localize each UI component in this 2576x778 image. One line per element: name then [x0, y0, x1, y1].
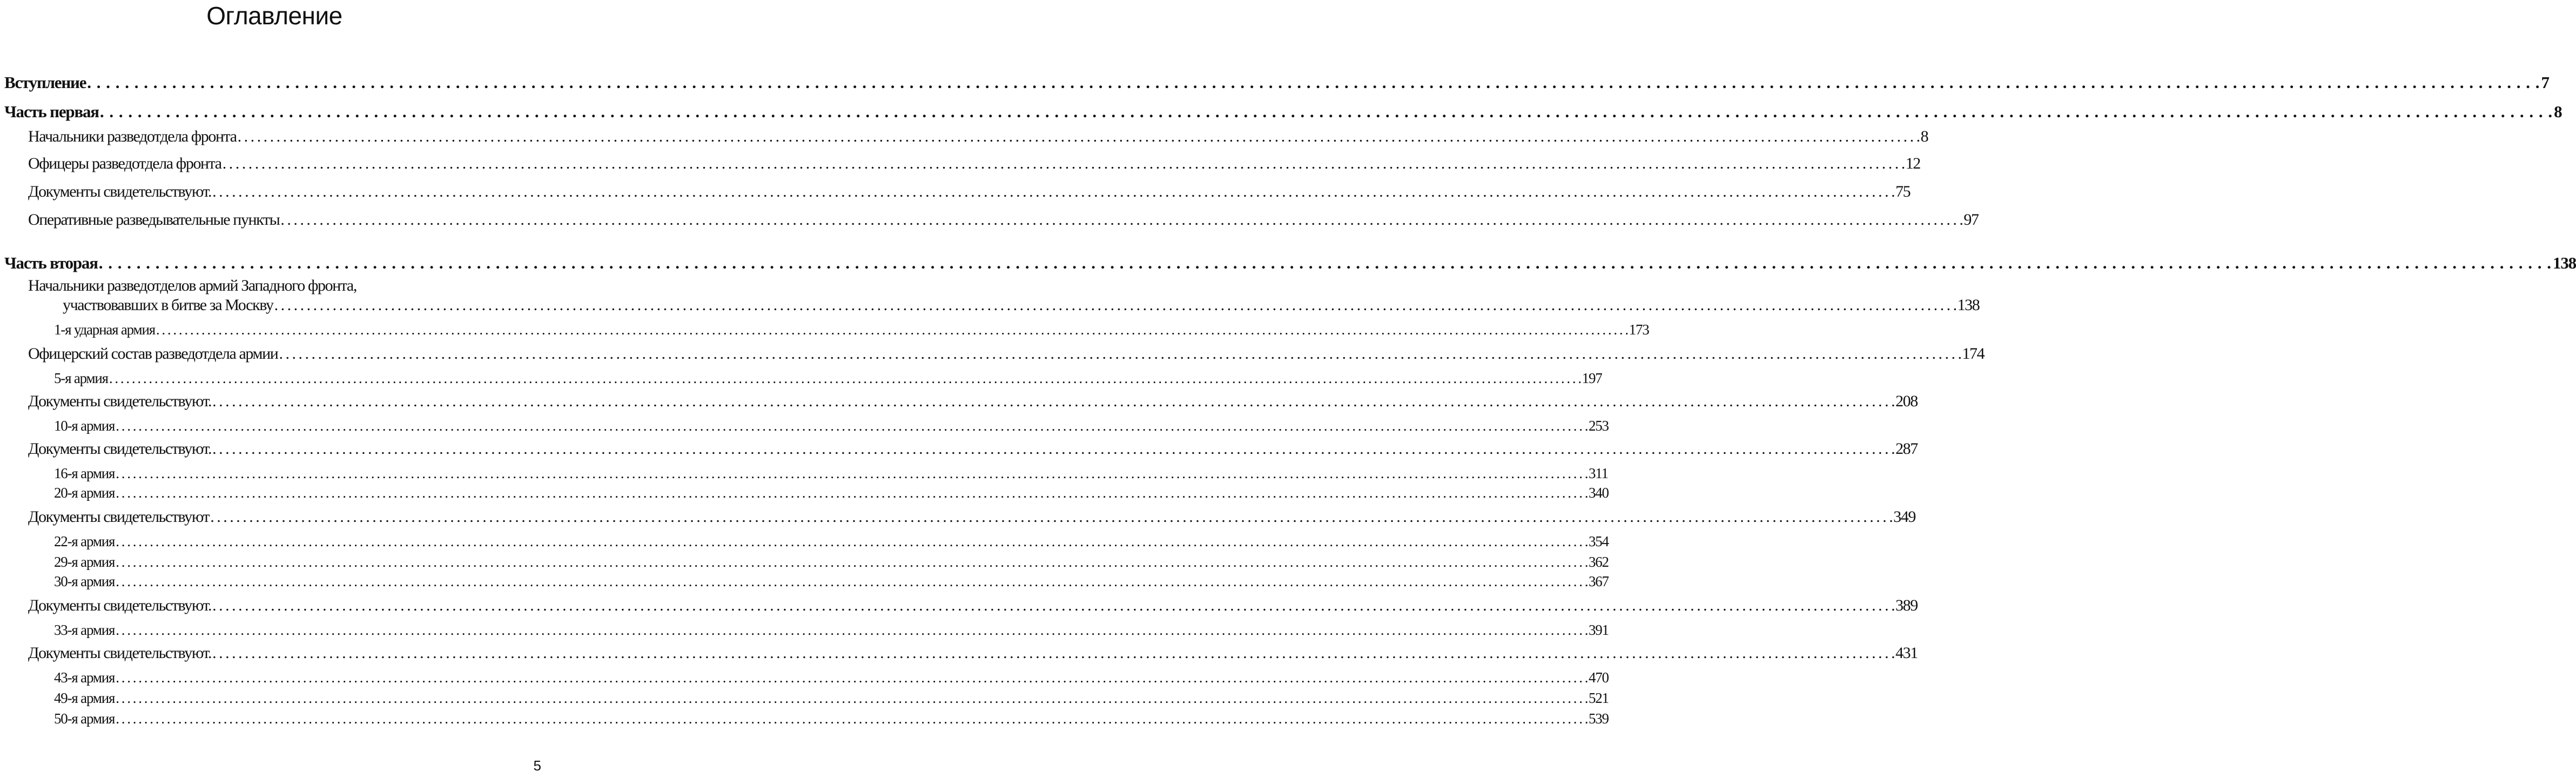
- leader-dots: [116, 466, 1588, 482]
- toc-entry[interactable]: [0, 508, 1916, 526]
- toc-entry-label: Оперативные разведывательные пункты: [28, 211, 280, 229]
- toc-entry-page: 349: [1893, 508, 1916, 526]
- toc-entry-label: Документы свидетельствуют.: [28, 392, 212, 410]
- toc-entry-label: Вступление: [4, 73, 86, 92]
- toc-entry-page: 173: [1629, 321, 1649, 338]
- leader-dots: [274, 296, 1956, 314]
- toc-subentry[interactable]: [0, 418, 1609, 434]
- toc-subentry[interactable]: [0, 533, 1609, 550]
- toc-entry-page: 8: [1920, 128, 1928, 145]
- toc-subentry[interactable]: [0, 622, 1609, 639]
- toc-entry-label: Часть первая: [4, 102, 99, 121]
- toc-entry-page: 7: [2541, 73, 2549, 92]
- toc-subentry[interactable]: [0, 321, 1649, 338]
- toc-entry[interactable]: [0, 128, 1928, 145]
- leader-dots: [116, 554, 1588, 571]
- toc-entry-page: 174: [1962, 345, 1985, 363]
- toc-entry-label-first-line: Начальники разведотделов армий Западного фронта,: [28, 277, 357, 294]
- toc-entry-label: 49-я армия: [54, 690, 115, 706]
- leader-dots: [210, 508, 1892, 526]
- toc-entry-page: 197: [1582, 370, 1602, 386]
- toc-entry-label: Офицерский состав разведотдела армии: [28, 345, 278, 363]
- toc-entry[interactable]: [0, 440, 1918, 458]
- toc-entry-label: 5-я армия: [54, 370, 108, 386]
- toc-entry-label: Офицеры разведотдела фронта: [28, 155, 221, 172]
- toc-entry-page: 12: [1905, 155, 1920, 172]
- toc-entry-page: 8: [2554, 102, 2562, 121]
- toc-subentry[interactable]: [0, 370, 1602, 387]
- toc-entry-label: Документы свидетельствуют.: [28, 596, 212, 614]
- leader-dots: [116, 670, 1588, 686]
- toc-entry[interactable]: [0, 211, 1979, 229]
- toc-entry[interactable]: [0, 296, 1980, 314]
- toc-entry[interactable]: [0, 392, 1918, 410]
- page-number: 5: [533, 757, 541, 774]
- toc-entry-label: 20-я армия: [54, 485, 115, 501]
- toc-subentry[interactable]: [0, 573, 1609, 590]
- leader-dots: [156, 322, 1628, 338]
- toc-subentry[interactable]: [0, 710, 1609, 727]
- toc-entry-label: Документы свидетельствуют: [28, 508, 210, 526]
- toc-entry-page: 208: [1895, 392, 1918, 410]
- toc-subentry[interactable]: [0, 669, 1609, 686]
- toc-entry-page: 311: [1588, 465, 1608, 481]
- toc-entry-label: 29-я армия: [54, 554, 115, 570]
- leader-dots: [212, 596, 1894, 614]
- toc-subentry[interactable]: [0, 465, 1608, 482]
- toc-subentry[interactable]: [0, 485, 1609, 501]
- toc-entry-page: 138: [2553, 253, 2576, 272]
- leader-dots: [212, 644, 1894, 662]
- leader-dots: [279, 345, 1961, 363]
- toc-entry-page: 97: [1963, 211, 1979, 229]
- leader-dots: [116, 485, 1588, 501]
- leader-dots: [238, 128, 1920, 145]
- leader-dots: [280, 211, 1962, 229]
- toc-entry-label: 16-я армия: [54, 465, 115, 481]
- toc-entry-part-one[interactable]: [0, 102, 2562, 121]
- leader-dots: [116, 622, 1588, 639]
- toc-entry-page: 354: [1588, 533, 1609, 549]
- toc-entry-page: 389: [1895, 596, 1918, 614]
- toc-entry-label: 33-я армия: [54, 622, 115, 638]
- toc-subentry[interactable]: [0, 554, 1609, 571]
- toc-entry-label: 50-я армия: [54, 710, 115, 727]
- leader-dots: [212, 440, 1894, 458]
- toc-entry-label: 1-я ударная армия: [54, 321, 155, 338]
- toc-entry[interactable]: [0, 345, 1985, 363]
- leader-dots: [223, 155, 1905, 172]
- toc-entry[interactable]: [0, 644, 1918, 662]
- leader-dots: [116, 534, 1588, 550]
- toc-entry-page: 521: [1588, 690, 1609, 706]
- leader-dots: [116, 574, 1588, 590]
- leader-dots: [212, 183, 1894, 200]
- toc-entry-label: участвовавших в битве за Москву: [63, 296, 273, 314]
- leader-dots: [109, 371, 1581, 387]
- leader-dots: [116, 711, 1588, 727]
- toc-entry-page: 470: [1588, 669, 1609, 686]
- toc-entry-page: 138: [1957, 296, 1980, 314]
- toc-entry-label: 43-я армия: [54, 669, 115, 686]
- toc-subentry[interactable]: [0, 690, 1609, 707]
- toc-entry-page: 431: [1895, 644, 1918, 662]
- toc-entry-label: Документы свидетельствуют.: [28, 183, 212, 200]
- toc-entry-label: 30-я армия: [54, 573, 115, 589]
- leader-dots: [212, 392, 1894, 410]
- toc-entry-label: Часть вторая: [4, 253, 98, 272]
- toc-entry[interactable]: [0, 183, 1911, 200]
- leader-dots: [99, 254, 2552, 272]
- toc-entry-page: 340: [1588, 485, 1609, 501]
- toc-entry-page: 539: [1588, 710, 1609, 727]
- leader-dots: [116, 418, 1588, 434]
- toc-entry-label: 22-я армия: [54, 533, 115, 549]
- toc-entry-page: 391: [1588, 622, 1609, 638]
- toc-entry-label: Документы свидетельствуют.: [28, 440, 212, 458]
- toc-entry-label: 10-я армия: [54, 418, 115, 434]
- toc-entry[interactable]: [0, 596, 1918, 614]
- toc-entry-part-two[interactable]: [0, 253, 2576, 272]
- page-title: Оглавление: [206, 2, 342, 30]
- toc-entry-label: Начальники разведотдела фронта: [28, 128, 237, 145]
- toc-entry-page: 253: [1588, 418, 1609, 434]
- toc-entry[interactable]: [0, 155, 1920, 172]
- toc-entry-page: 287: [1895, 440, 1918, 458]
- toc-entry-label: Документы свидетельствуют.: [28, 644, 212, 662]
- toc-entry-intro[interactable]: [0, 73, 2549, 92]
- toc-entry-page: 367: [1588, 573, 1609, 589]
- leader-dots: [87, 73, 2540, 92]
- leader-dots: [116, 690, 1588, 707]
- toc-entry-page: 362: [1588, 554, 1609, 570]
- toc-entry-page: 75: [1895, 183, 1911, 200]
- leader-dots: [100, 103, 2553, 121]
